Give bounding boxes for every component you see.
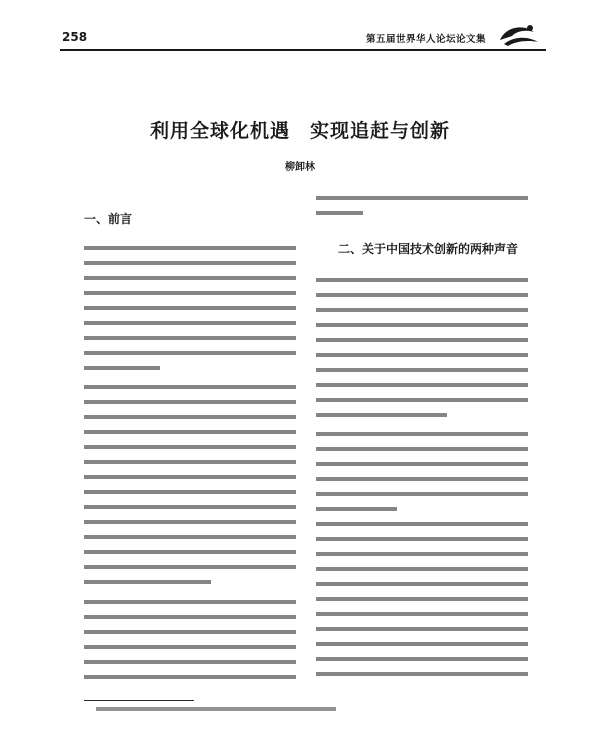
body-paragraph (316, 432, 528, 522)
section-heading: 二、关于中国技术创新的两种声音 (338, 242, 519, 256)
body-paragraph (84, 385, 296, 595)
body-paragraph (84, 246, 296, 381)
page-number: 258 (62, 30, 88, 44)
paper-title: 利用全球化机遇 实现追赶与创新 (149, 120, 450, 142)
header-divider (60, 49, 546, 51)
author-name: 柳卸林 (285, 162, 315, 173)
body-text-continued (316, 196, 528, 226)
body-paragraph (316, 278, 528, 428)
series-title: 第五届世界华人论坛论文集 (365, 34, 486, 45)
footnote (96, 707, 336, 711)
forum-emblem-icon (494, 20, 542, 48)
section-heading: 一、前言 (84, 212, 133, 226)
body-paragraph (316, 522, 528, 687)
footnote-divider (84, 700, 194, 701)
page-header (62, 26, 542, 48)
body-paragraph (84, 600, 296, 690)
